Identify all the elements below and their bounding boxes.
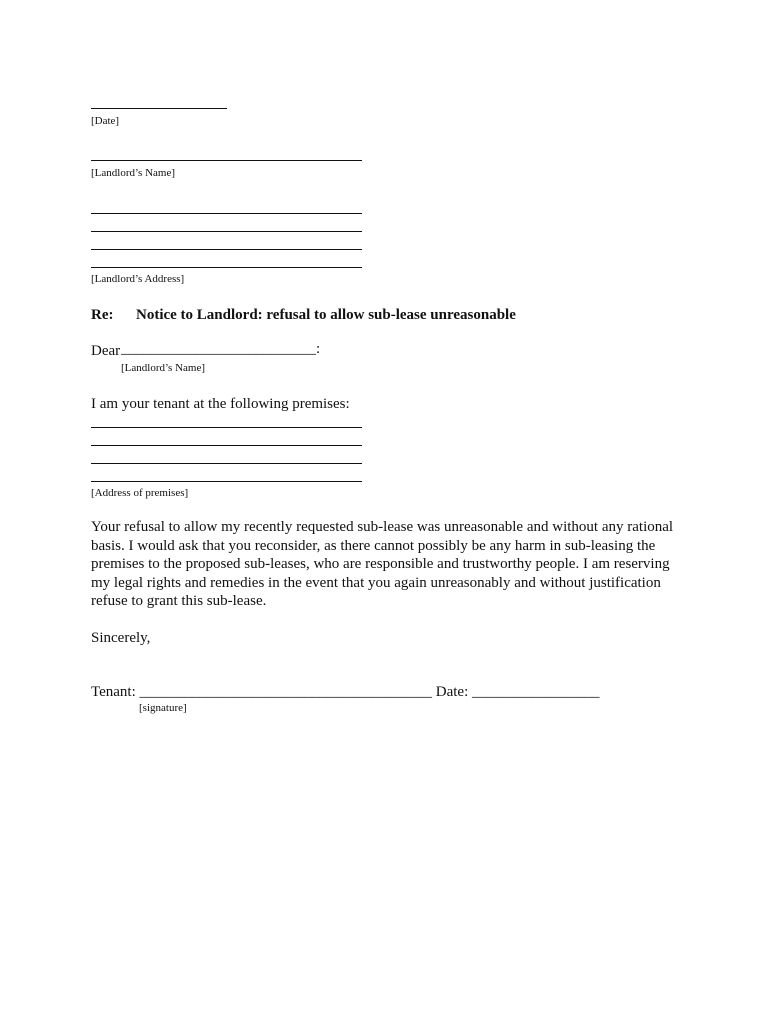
landlord-name-line bbox=[91, 160, 362, 161]
premises-line-4 bbox=[91, 481, 362, 482]
premises-line-3 bbox=[91, 463, 362, 464]
salutation-caption: [Landlord’s Name] bbox=[121, 362, 205, 374]
salutation-blank: __________________________: bbox=[121, 341, 321, 357]
landlord-address-line-2 bbox=[91, 231, 362, 232]
date-line bbox=[91, 108, 227, 109]
body-line: Your refusal to allow my recently requested sub-lease was unreasonable and without any rational bbox=[91, 519, 674, 535]
re-label: Re: bbox=[91, 307, 114, 323]
signature-caption: [signature] bbox=[139, 702, 187, 714]
salutation-prefix: Dear bbox=[91, 343, 121, 359]
body-line: basis. I would ask that you reconsider, as there cannot possibly be any harm in sub-leasing the bbox=[91, 537, 656, 554]
landlord-name-label: [Landlord’s Name] bbox=[91, 167, 175, 179]
landlord-address-line-1 bbox=[91, 213, 362, 214]
re-subject: Notice to Landlord: refusal to allow sub-lease unreasonable bbox=[136, 307, 516, 323]
date-label: [Date] bbox=[91, 115, 120, 127]
tenant-signature-line: Tenant: _______________________________________ Date: _________________ bbox=[91, 684, 600, 700]
landlord-address-line-4 bbox=[91, 267, 362, 268]
body-line: refuse to grant this sub-lease. bbox=[91, 593, 267, 609]
intro-text: I am your tenant at the following premises: bbox=[91, 396, 350, 412]
landlord-address-label: [Landlord’s Address] bbox=[91, 273, 185, 285]
body-line: my legal rights and remedies in the event that you again unreasonably and without justification bbox=[91, 574, 661, 591]
premises-line-2 bbox=[91, 445, 362, 446]
body-paragraph bbox=[91, 518, 691, 611]
premises-label: [Address of premises] bbox=[91, 487, 189, 499]
premises-line-1 bbox=[91, 427, 362, 428]
body-line: premises to the proposed sub-leases, who are responsible and trustworthy people. I am reserving bbox=[91, 556, 670, 572]
landlord-address-line-3 bbox=[91, 249, 362, 250]
closing-text: Sincerely, bbox=[91, 630, 151, 646]
